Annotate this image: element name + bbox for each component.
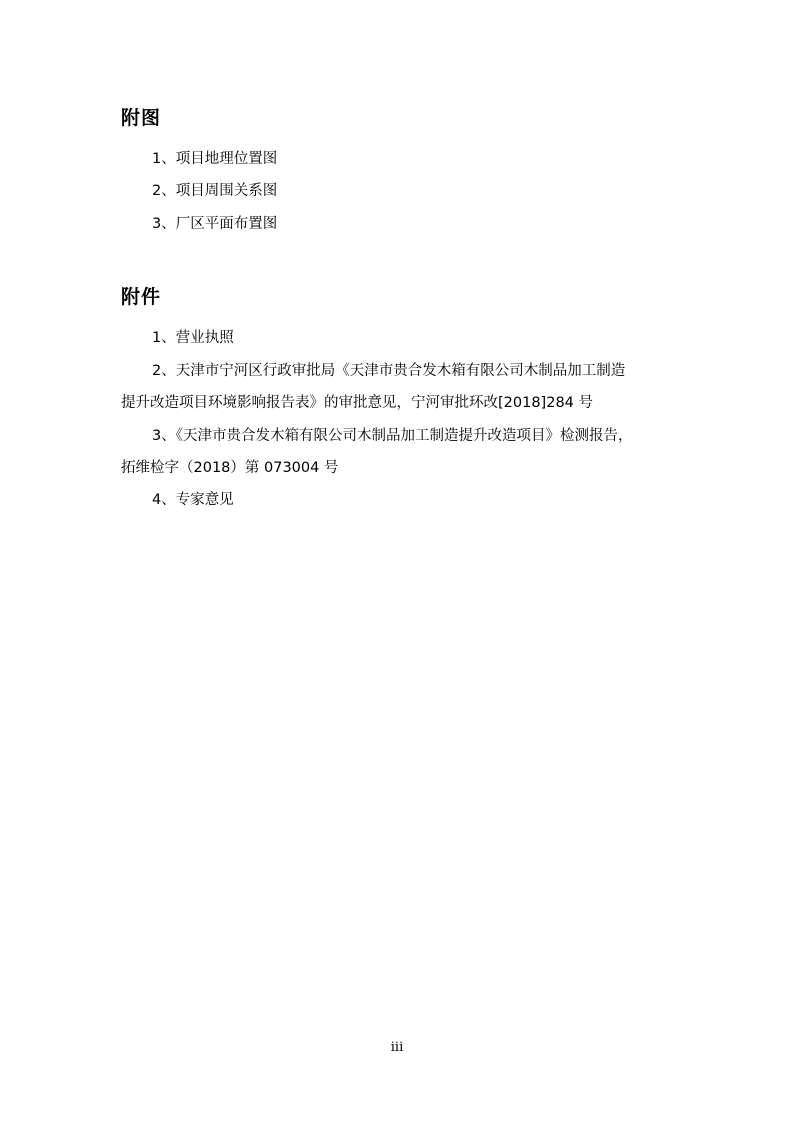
page-number: iii [390,1040,404,1055]
attachments-heading: 附件 [121,286,162,308]
attachment-item-3-line-2: 拓维检字（2018）第 073004 号 [121,460,339,476]
figure-item-2: 2、项目周围关系图 [152,183,278,199]
figures-heading: 附图 [121,107,162,129]
attachment-item-4: 4、专家意见 [152,492,234,508]
attachment-item-2-line-2: 提升改造项目环境影响报告表》的审批意见，宁河审批环改[2018]284 号 [121,395,593,411]
figure-item-3: 3、厂区平面布置图 [152,216,278,232]
attachment-item-1: 1、营业执照 [152,330,234,346]
attachment-item-3-line-1: 3、《天津市贵合发木箱有限公司木制品加工制造提升改造项目》检测报告， [152,428,633,444]
figure-item-1: 1、项目地理位置图 [152,151,278,167]
attachment-item-2-line-1: 2、天津市宁河区行政审批局《天津市贵合发木箱有限公司木制品加工制造 [152,363,626,379]
